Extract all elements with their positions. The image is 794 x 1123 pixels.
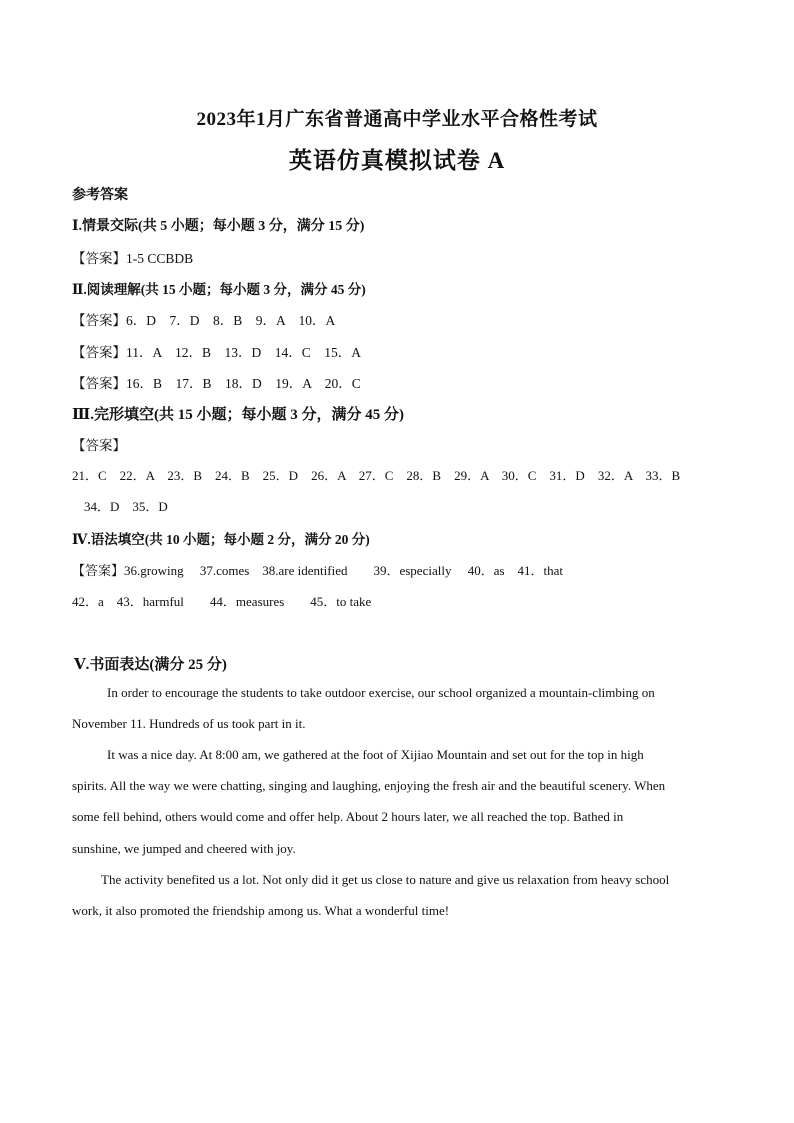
- essay-p2-line-4: sunshine, we jumped and cheered with joy.: [72, 841, 296, 856]
- section3-answer-label: 【答案】: [72, 438, 126, 453]
- section1-answer: 【答案】1-5 CCBDB: [72, 251, 194, 266]
- section3-answers-line-2: 34．D 35．D: [84, 499, 168, 514]
- essay-p2-line-1: It was a nice day. At 8:00 am, we gathered at the foot of Xijiao Mountain and set out for the top in high: [107, 747, 644, 762]
- section2-answer-row-3: 【答案】16．B 17．B 18．D 19．A 20．C: [72, 376, 361, 391]
- section4-answers-line-2: 42．a 43．harmful 44．measures 45．to take: [72, 594, 372, 609]
- section4-answers-line-1: 【答案】36.growing 37.comes 38.are identified 39．especially 40．as 41．that: [72, 563, 564, 578]
- section5-heading: Ⅴ.书面表达(满分 25 分): [74, 657, 227, 673]
- essay-p1-line-2: November 11. Hundreds of us took part in it.: [72, 716, 306, 731]
- section3-answers-line-1: 21．C 22．A 23．B 24．B 25．D 26．A 27．C 28．B 29．A 30．C 31．D 32．A 33．B: [72, 468, 681, 483]
- essay-p2-line-3: some fell behind, others would come and offer help. About 2 hours later, we all reached the top. Bathed in: [72, 809, 624, 824]
- reference-answer-label: 参考答案: [72, 188, 128, 203]
- essay-p3-line-2: work, it also promoted the friendship among us. What a wonderful time!: [72, 903, 450, 918]
- section2-answer-row-1: 【答案】6．D 7．D 8．B 9．A 10．A: [72, 313, 336, 328]
- section3-heading: Ⅲ.完形填空(共 15 小题；每小题 3 分，满分 45 分): [72, 407, 405, 423]
- exam-subtitle: 英语仿真模拟试卷 A: [288, 148, 506, 173]
- essay-p3-line-1: The activity benefited us a lot. Not only did it get us close to nature and give us relaxation from heavy school: [101, 872, 670, 887]
- exam-title: 2023年1月广东省普通高中学业水平合格性考试: [196, 109, 598, 130]
- essay-p1-line-1: In order to encourage the students to take outdoor exercise, our school organized a mountain-climbing on: [107, 685, 655, 700]
- section2-answer-row-2: 【答案】11．A 12．B 13．D 14．C 15．A: [72, 345, 362, 360]
- section2-heading: Ⅱ.阅读理解(共 15 小题；每小题 3 分，满分 45 分): [72, 282, 366, 297]
- section1-heading: Ⅰ.情景交际(共 5 小题；每小题 3 分，满分 15 分): [72, 219, 365, 234]
- section4-heading: Ⅳ.语法填空(共 10 小题；每小题 2 分，满分 20 分): [72, 532, 370, 547]
- essay-p2-line-2: spirits. All the way we were chatting, singing and laughing, enjoying the fresh air and the beautiful scenery. When: [72, 778, 666, 793]
